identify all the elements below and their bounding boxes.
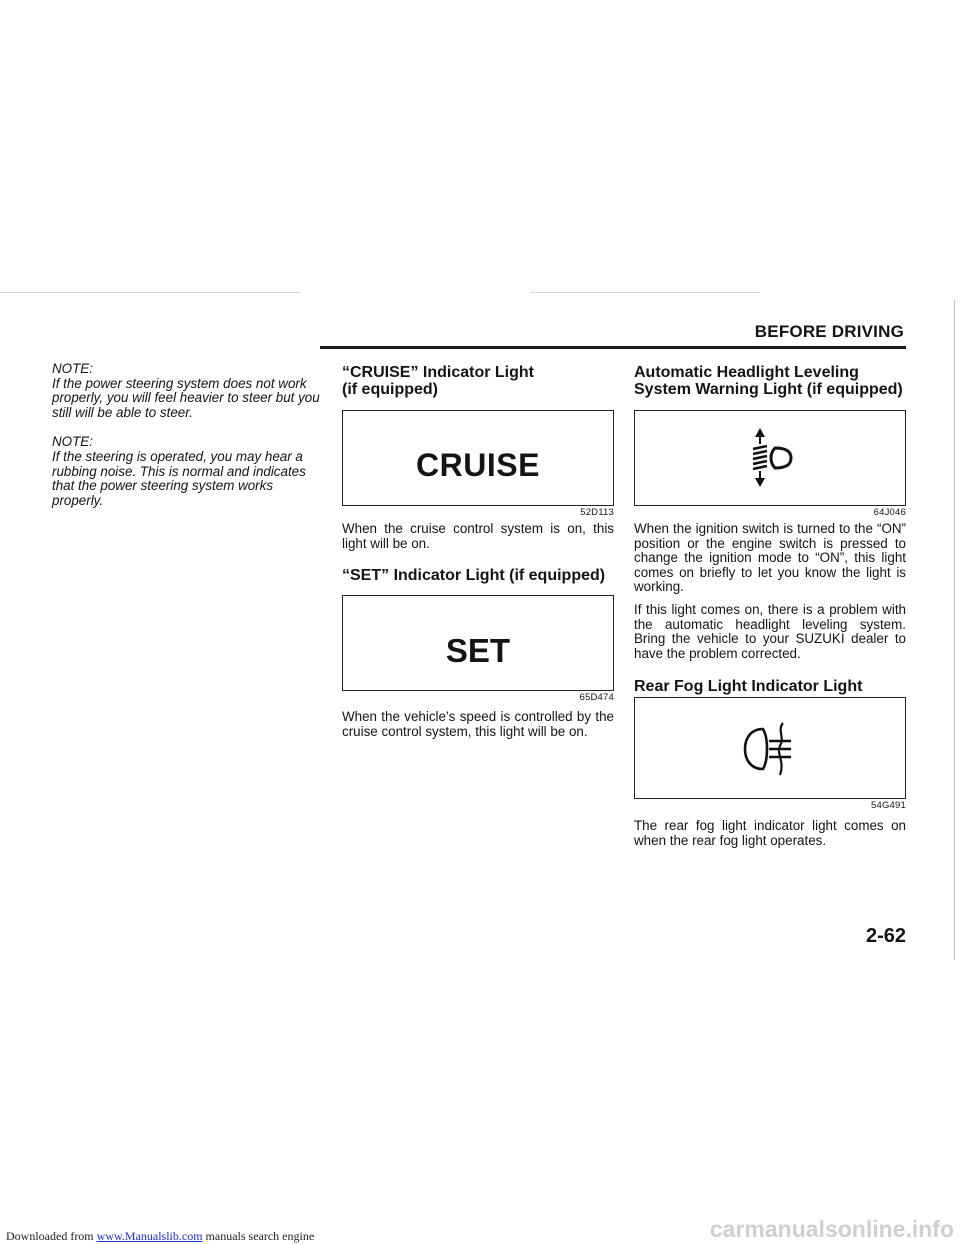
watermark-text: carmanualsonline.info [709,1216,954,1242]
rear-fog-heading: Rear Fog Light Indicator Light [634,678,863,696]
download-prefix: Downloaded from [6,1229,97,1243]
cruise-figure-frame [342,410,614,506]
left-column [52,362,322,523]
cruise-indicator-label: CRUISE [416,447,540,483]
header-rule [320,346,906,349]
page-edge [954,300,955,960]
right-column [634,364,906,849]
figure-code: 65D474 [579,692,614,704]
note-label: NOTE: [52,434,93,450]
rear-fog-figure-frame [634,697,906,799]
rear-fog-light-icon [735,720,805,778]
headlight-leveling-body-1: When the ignition switch is turned to the “ON” position or the engine switch is pressed to change the ignition mode to “ON”, this light comes on briefly to let you know the light is working. [634,521,906,595]
middle-column [342,364,614,739]
set-heading: “SET” Indicator Light (if equipped) [342,567,606,585]
set-indicator-label: SET [445,632,511,670]
scan-artifact [530,292,760,293]
headlight-leveling-body-2: If this light comes on, there is a problem with the automatic headlight leveling system. Bring the vehicle to your SUZUKI dealer to have the problem corrected. [634,601,906,661]
headlight-leveling-figure [634,410,906,518]
download-suffix: manuals search engine [202,1229,315,1243]
figure-code: 64J046 [873,507,906,518]
cruise-figure [342,410,614,518]
note-text: If the steering is operated, you may hear a rubbing noise. This is normal and indicates that the power steering system works properly. [52,448,306,508]
scan-artifact [0,292,300,293]
note-2 [52,435,322,508]
headlight-leveling-figure-frame [634,410,906,506]
figure-code: 54G491 [870,800,906,812]
rear-fog-figure [634,697,906,811]
figure-code: 52D113 [580,507,614,518]
manualslib-link[interactable]: www.Manualslib.com [96,1229,203,1243]
cruise-body: When the cruise control system is on, this light will be on. [342,521,614,551]
note-text: If the power steering system does not work properly, you will feel heavier to steer but you still will be able to steer. [52,375,320,420]
set-body: When the vehicle’s speed is controlled by the cruise control system, this light will be on. [342,709,614,739]
headlight-leveling-icon [745,425,795,491]
headlight-leveling-heading: Automatic Headlight Leveling System Warning Light (if equipped) [634,364,903,398]
note-1 [52,362,322,420]
cruise-heading: “CRUISE” Indicator Light (if equipped) [342,364,534,398]
page-number: 2-62 [865,925,906,947]
rear-fog-body: The rear fog light indicator light comes on when the rear fog light operates. [634,818,906,848]
set-figure [342,595,614,703]
section-header: BEFORE DRIVING [754,322,904,341]
set-figure-frame [342,595,614,691]
note-label: NOTE: [52,361,93,376]
